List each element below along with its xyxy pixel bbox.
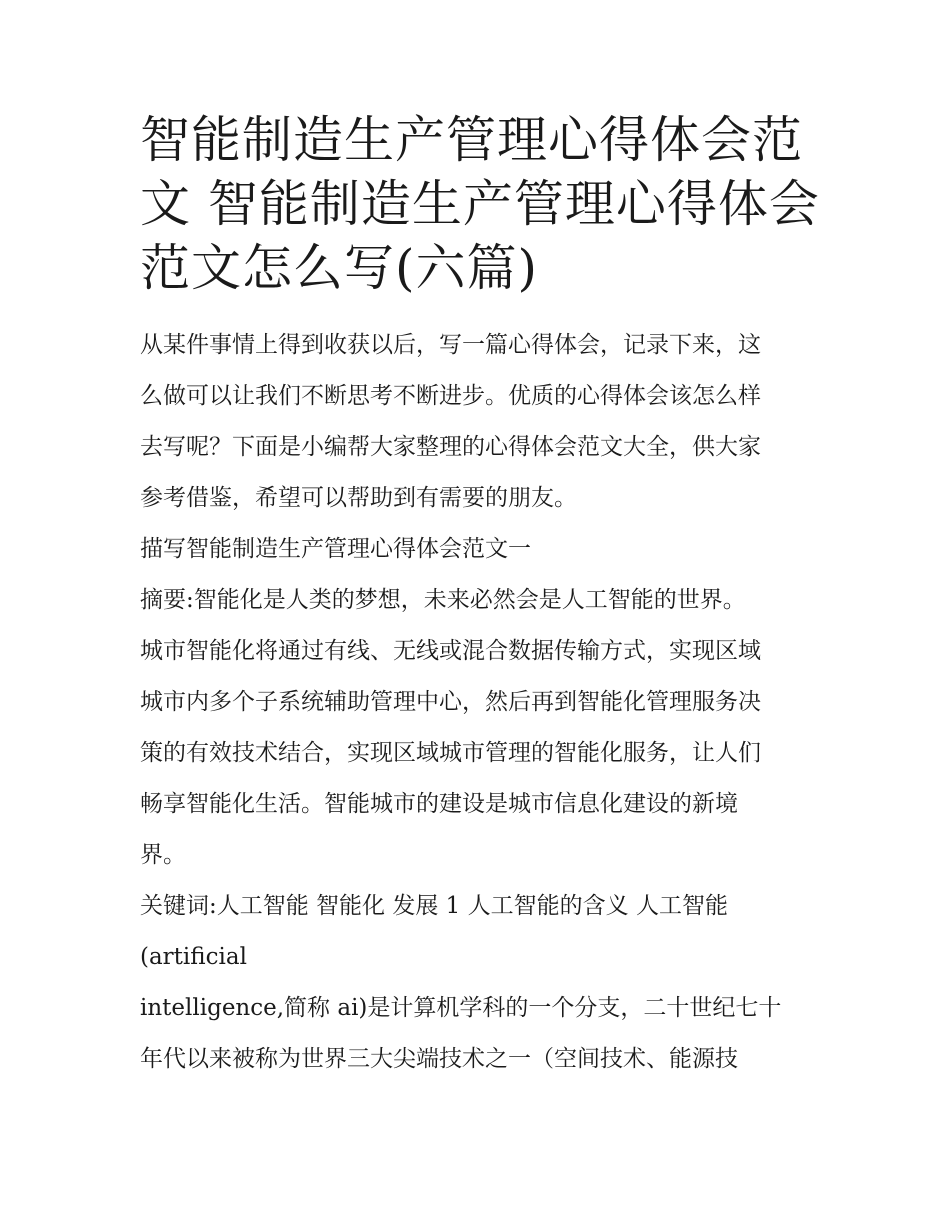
title-line: 智能制造生产管理心得体会范 [140, 111, 803, 169]
intro-line: 去写呢？下面是小编帮大家整理的心得体会范文大全，供大家 [140, 434, 761, 460]
body-line: intelligence,简称 ai)是计算机学科的一个分支，二十世纪七十 [140, 995, 782, 1021]
intro-line: 从某件事情上得到收获以后，写一篇心得体会，记录下来，这 [140, 332, 761, 358]
keywords-line: (artificial [140, 944, 247, 970]
title-line: 文 智能制造生产管理心得体会 [140, 175, 820, 233]
abstract-line: 界。 [140, 842, 186, 868]
section-heading: 描写智能制造生产管理心得体会范文一 [140, 536, 531, 562]
abstract-line: 策的有效技术结合，实现区域城市管理的智能化服务，让人们 [140, 740, 761, 766]
document-page [140, 108, 820, 1085]
title-line: 范文怎么写(六篇) [140, 239, 539, 297]
intro-line: 么做可以让我们不断思考不断进步。优质的心得体会该怎么样 [140, 383, 761, 409]
document-title [140, 108, 820, 300]
keywords-line: 关键词:人工智能 智能化 发展 1 人工智能的含义 人工智能 [140, 893, 728, 919]
document-body [140, 320, 820, 1085]
abstract-line: 城市内多个子系统辅助管理中心，然后再到智能化管理服务决 [140, 689, 761, 715]
intro-line: 参考借鉴，希望可以帮助到有需要的朋友。 [140, 485, 577, 511]
abstract-line: 城市智能化将通过有线、无线或混合数据传输方式，实现区域 [140, 638, 761, 664]
abstract-line: 畅享智能化生活。智能城市的建设是城市信息化建设的新境 [140, 791, 738, 817]
body-line: 年代以来被称为世界三大尖端技术之一（空间技术、能源技 [140, 1046, 738, 1072]
abstract-line: 摘要:智能化是人类的梦想，未来必然会是人工智能的世界。 [140, 587, 746, 613]
